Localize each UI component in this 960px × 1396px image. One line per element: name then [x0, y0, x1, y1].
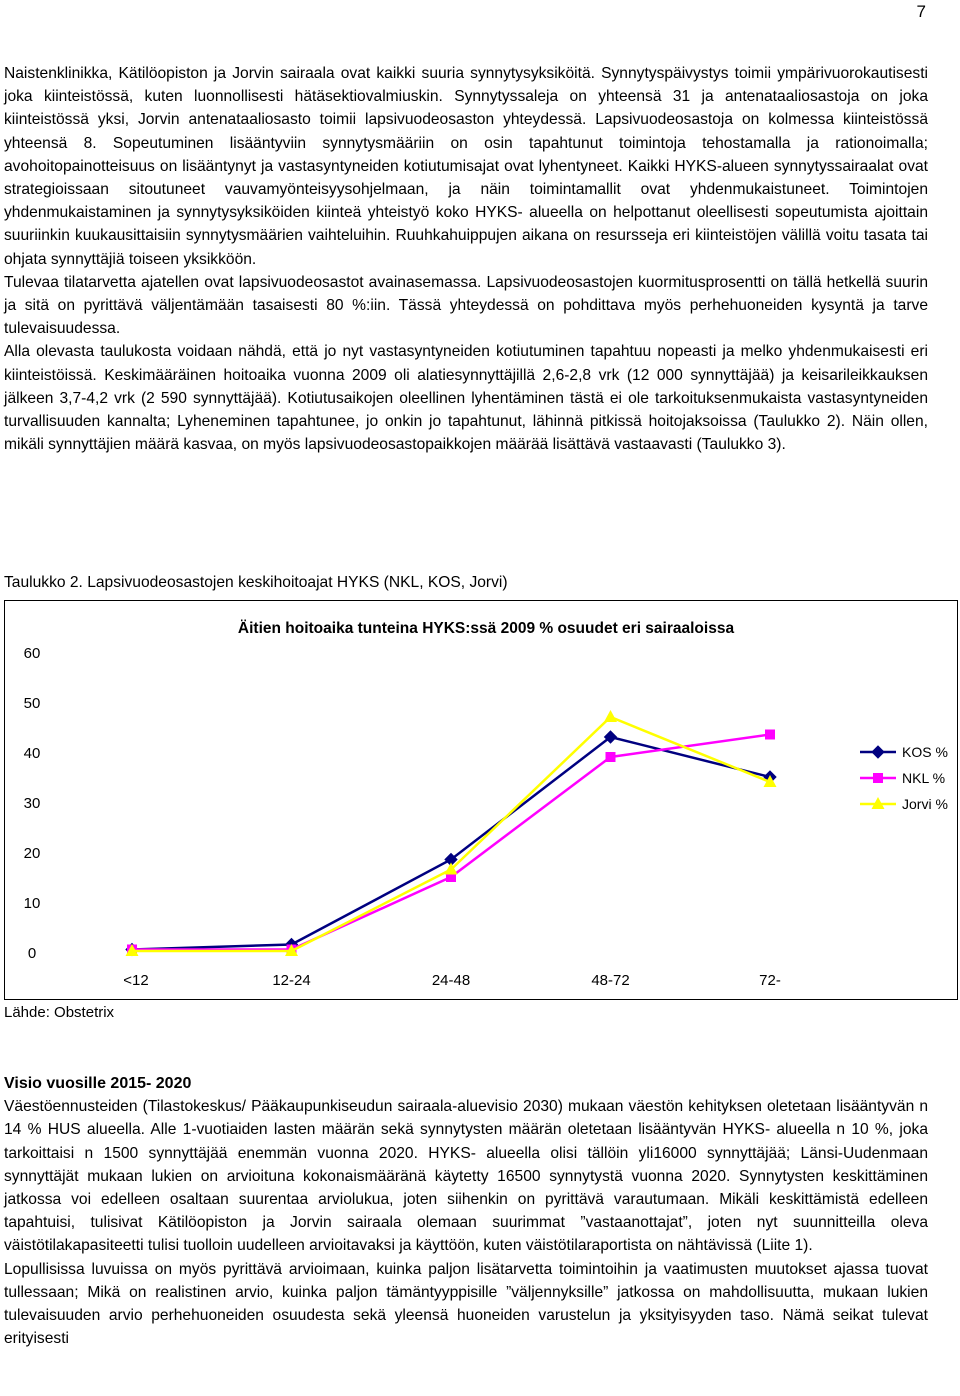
- data-point: [765, 730, 775, 740]
- vision-section: [4, 1072, 928, 1350]
- chart-border: [5, 601, 958, 1000]
- source-label: Lähde: Obstetrix: [4, 1004, 115, 1021]
- x-tick-label: <12: [123, 972, 149, 989]
- x-tick-label: 48-72: [591, 972, 630, 989]
- legend-marker: [873, 773, 883, 783]
- x-tick-label: 72-: [759, 972, 781, 989]
- y-tick-label: 40: [23, 745, 41, 762]
- y-tick-label: 50: [23, 695, 41, 712]
- data-point: [606, 752, 616, 762]
- y-tick-label: 60: [23, 645, 41, 662]
- table-caption: Taulukko 2. Lapsivuodeosastojen keskihoitoajat HYKS (NKL, KOS, Jorvi): [4, 574, 508, 591]
- legend-label: Jorvi %: [902, 796, 948, 812]
- intro-paragraph-2: Tulevaa tilatarvetta ajatellen ovat lapsivuodeosastot avainasemassa. Lapsivuodeosastojen kuormitusprosentti on tällä hetkellä suurin ja sitä on pyrittävä väljentämään tasaisesti 80 %:iin. Tässä yhteydessä on pohdittava myös perhehuoneiden kysyntä ja tarve tulevaisuudessa.: [4, 273, 928, 338]
- chart-title: Äitien hoitoaika tunteina HYKS:ssä 2009 % osuudet eri sairaaloissa: [237, 620, 735, 637]
- y-tick-label: 0: [27, 945, 37, 962]
- vision-paragraph-2: Lopullisissa luvuissa on myös pyrittävä arvioimaan, kuinka paljon lisätarvetta toimintoihin ja vaatimusten muutokset ajassa tuovat tullessaan; Mikä on realistinen arvio, kuinka paljon tämäntyyppisille ”väljennyksille” jatkossa on mahdollisuutta, mukaan lukien tulevaisuuden arvio perhehuoneiden osuudesta sekä yleensä huoneiden varustelun ja yksityisyyden taso. Nämä seikat tulevat erityisesti: [4, 1260, 928, 1348]
- x-tick-label: 12-24: [272, 972, 311, 989]
- intro-section: [4, 62, 928, 456]
- y-tick-label: 10: [23, 895, 41, 912]
- page-number: 7: [916, 2, 926, 21]
- vision-paragraph-1: Väestöennusteiden (Tilastokeskus/ Pääkaupunkiseudun sairaala-aluevisio 2030) mukaan väestön kehityksen oletetaan lisääntyvän n 14 % HUS alueella. Alle 1-vuotiaiden lasten määrän sekä synnytysten määrän oletetaan lisääntyvän HYKS- alueella n 10 %, joka tarkoittaisi n 1500 synnyttäjää enemmän vuonna 2020. HYKS- alueella olisi tällöin yli16000 synnyttäjää; Länsi-Uudenmaan synnyttäjät mukaan lukien on arvioituna kokonaismääränä käytetty 16500 synnytystä vuonna 2020. Synnytysten keskittäminen jatkossa voi edelleen osaltaan suurentaa arviolukua, joten siihenkin on pyrittävä varautumaan. Mikäli keskittämistä edelleen tapahtuisi, tulisivat Kätilöopiston ja Jorvin sairaala olemaan suurimmat ”vastaanottajat”, joten nyt suunnitteilla oleva väistötilakapasiteetti tulisi tuolloin uudelleen arvioitavaksi ja käyttöön, kuten väistötilaraportista on nähtävissä (Liite 1).: [4, 1098, 928, 1255]
- intro-paragraph-1: Naistenklinikka, Kätilöopiston ja Jorvin sairaala ovat kaikki suuria synnytysyksiköitä. Synnytyspäivystys toimii ympärivuorokautisesti joka kiinteistössä, kuten luonnollisesti hätäsektiovalmiuskin. Synnytyssaleja on yhteensä 31 ja antenataaliosastoja on joka kiinteistössä yksi, Jorvin antenataaliosasto toimii lapsivuodeosaston yhteydessä. Lapsivuodeosastoja on kolmessa kiinteistössä yhteensä 8. Sopeutuminen lisääntyviin synnytysmääriin on osin tapahtunut toimintoja tehostamalla ja rationoimalla; avohoitopainotteisuus on lisääntynyt ja vastasyntyneiden kotiutumisajat ovat lyhentyneet. Kaikki HYKS-alueen synnytyssairaalat ovat strategioissaan sitoutuneet vauvamyönteisyysohjelmaan, ja näin toimintamallit ovat yhdenmukaistuneet. Toimintojen yhdenmukaistaminen ja synnytysyksiköiden kiinteä yhteistyö koko HYKS- alueella on helpottanut oleellisesti sopeutumista ajoittain suuriinkin kuukausittaisiin synnytysmäärien vaihteluihin. Ruuhkahuippujen aikana on resursseja eri kiinteistöjen välillä voitu tasata tai ohjata synnyttäjiä toiseen yksikköön.: [4, 65, 928, 268]
- y-tick-label: 30: [23, 795, 41, 812]
- y-tick-label: 20: [23, 845, 41, 862]
- intro-paragraph-3: Alla olevasta taulukosta voidaan nähdä, että jo nyt vastasyntyneiden kotiutuminen tapahtuu nopeasti ja melko yhdenmukaisesti eri kiinteistöissä. Keskimääräinen hoitoaika vuonna 2009 oli alatiesynnyttäjillä 2,6-2,8 vrk (12 000 synnyttäjää) ja keisarileikkauksen jälkeen 3,7-4,2 vrk (2 590 synnyttäjää). Kotiutusaikojen oleellinen lyhentäminen tästä ei ole tarkoituksenmukaista vastasyntyneiden turvallisuuden kannalta; Lyheneminen tapahtunee, jo onkin jo tapahtunut, lähinnä pitkissä hoitojaksoissa (Taulukko 2). Näin ollen, mikäli synnyttäjien määrä kasvaa, on myös lapsivuodeosastopaikkojen määrää lisättävä vastaavasti (Taulukko 3).: [4, 343, 928, 454]
- legend-label: KOS %: [902, 744, 948, 760]
- legend-label: NKL %: [902, 770, 946, 786]
- chart-container: [4, 600, 958, 1000]
- line-chart: [4, 600, 958, 1000]
- vision-title: Visio vuosille 2015- 2020: [4, 1075, 192, 1092]
- x-tick-label: 24-48: [431, 972, 471, 989]
